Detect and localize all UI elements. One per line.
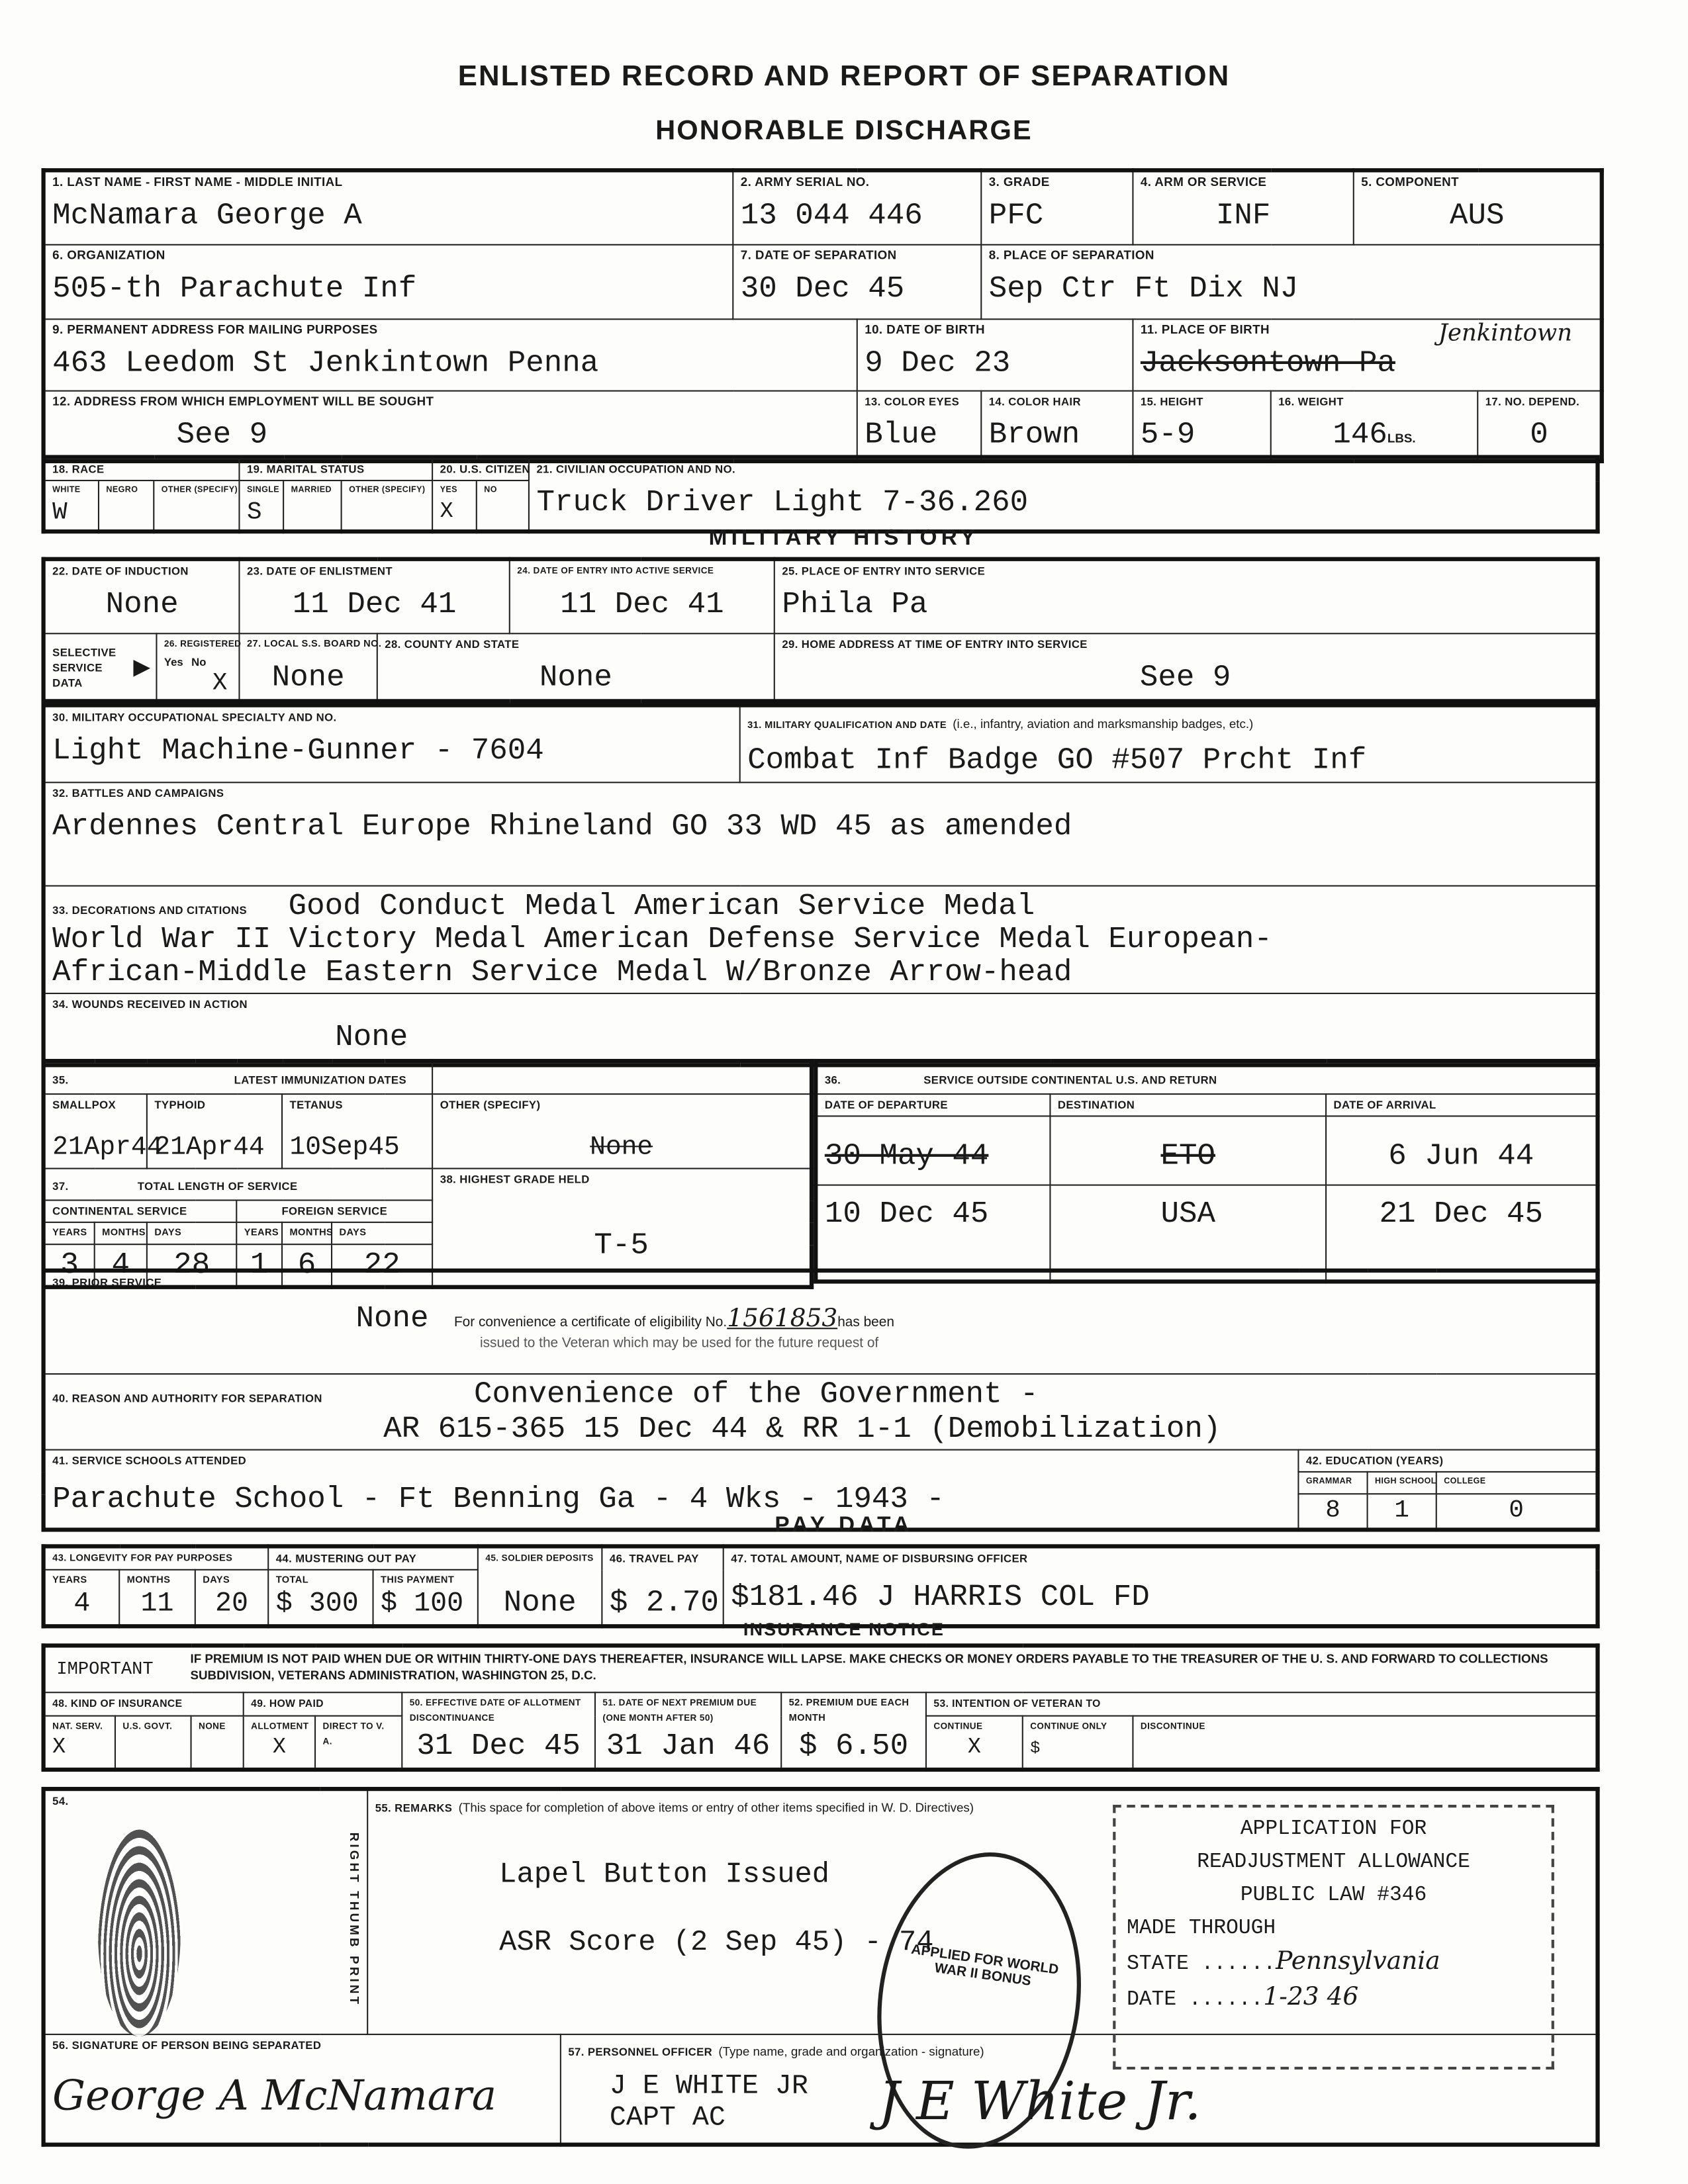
- citizen-yes: YES X: [432, 480, 477, 531]
- selective-service-data: SELECTIVE SERVICE DATA ▶: [44, 633, 157, 701]
- field-marital-status: 19. MARITAL STATUS: [240, 457, 433, 480]
- field-total-amount: 47. TOTAL AMOUNT, NAME OF DISBURSING OFFICER $181.46 J HARRIS COL FD: [724, 1546, 1598, 1626]
- officer-signature: J E White Jr.: [878, 2071, 1201, 2132]
- field-serial-no: 2. ARMY SERIAL NO. 13 044 446: [733, 170, 981, 244]
- other-immunization-cell: OTHER (SPECIFY) None: [432, 1094, 812, 1168]
- cont-days: 28: [147, 1244, 236, 1287]
- field-thumbprint: 54. RIGHT THUMB PRINT: [44, 1789, 368, 2034]
- field-height: 15. HEIGHT 5-9: [1133, 391, 1270, 461]
- paid-direct-va: DIRECT TO V. A.: [315, 1716, 402, 1770]
- field-place-separation: 8. PLACE OF SEPARATION Sep Ctr Ft Dix NJ: [981, 245, 1602, 319]
- field-premium-due: 52. PREMIUM DUE EACH MONTH $ 6.50: [781, 1692, 926, 1770]
- field-place-of-birth: 11. PLACE OF BIRTH Jenkintown Jacksontown Pa: [1133, 319, 1601, 390]
- section-pay-data: PAY DATA: [774, 1514, 914, 1537]
- smallpox-cell: SMALLPOX 21Apr44: [44, 1094, 147, 1168]
- insurance-important-notice: IMPORTANT IF PREMIUM IS NOT PAID WHEN DUE OR WITHIN THIRTY-ONE DAYS THEREAFTER, INSURANCE WILL LAPSE. MAKE CHECKS OR MONEY ORDERS PAYABLE TO THE TREASURER OF THE U. S. AND FORWARD TO COLLECTIONS SUBDIVISION, VETERANS ADMINISTRATION, WASHINGTON 25, D.C.: [44, 1645, 1598, 1692]
- race-status-table: [41, 455, 1599, 533]
- field-next-premium-date: 51. DATE OF NEXT PREMIUM DUE (ONE MONTH AFTER 50) 31 Jan 46: [595, 1692, 781, 1770]
- cont-years: 3: [44, 1244, 95, 1287]
- insurance-nat-serv: NAT. SERV. X: [44, 1716, 115, 1770]
- field-service-schools: 41. SERVICE SCHOOLS ATTENDED Parachute School - Ft Benning Ga - 4 Wks - 1943 -: [44, 1450, 1299, 1530]
- field-effective-date: 50. EFFECTIVE DATE OF ALLOTMENT DISCONTINUANCE 31 Dec 45: [402, 1692, 595, 1770]
- mos-table: [41, 703, 1599, 1067]
- length-service-header: 37. TOTAL LENGTH OF SERVICE: [44, 1169, 433, 1201]
- race-white: WHITE W: [44, 480, 99, 531]
- field-name: 1. LAST NAME - FIRST NAME - MIDDLE INITIAL McNamara George A: [44, 170, 733, 244]
- longevity-months: MONTHS 11: [119, 1570, 195, 1626]
- tetanus-cell: TETANUS 10Sep45: [282, 1094, 432, 1168]
- field-citizen: 20. U.S. CITIZEN: [432, 457, 529, 480]
- field-date-enlistment: 23. DATE OF ENLISTMENT 11 Dec 41: [239, 559, 509, 633]
- marital-single: SINGLE S: [240, 480, 284, 531]
- bonus-stamp: APPLIED FOR WORLD WAR II BONUS: [859, 1839, 1100, 2162]
- field-civilian-occupation: 21. CIVILIAN OCCUPATION AND NO. Truck Driver Light 7-36.260: [529, 457, 1597, 531]
- field-personnel-officer: 57. PERSONNEL OFFICER (Type name, grade and organization - signature) J E WHITE JR CAPT AC J E White Jr.: [561, 2034, 1598, 2145]
- field-date-active-service: 24. DATE OF ENTRY INTO ACTIVE SERVICE 11 Dec 41: [510, 559, 774, 633]
- typhoid-cell: TYPHOID 21Apr44: [147, 1094, 282, 1168]
- thumbprint-image: [98, 1830, 181, 2036]
- field-arm-service: 4. ARM OR SERVICE INF: [1133, 170, 1353, 244]
- document-title: ENLISTED RECORD AND REPORT OF SEPARATION: [457, 60, 1231, 93]
- intention-continue-only: CONTINUE ONLY $: [1023, 1716, 1133, 1770]
- field-component: 5. COMPONENT AUS: [1354, 170, 1602, 244]
- race-negro: NEGRO: [99, 480, 154, 531]
- cont-months: 4: [95, 1244, 147, 1287]
- field-wounds: 34. WOUNDS RECEIVED IN ACTION None: [44, 993, 1598, 1065]
- insurance-table: IMPORTANT IF PREMIUM IS NOT PAID WHEN DUE OR WITHIN THIRTY-ONE DAYS THEREAFTER, INSURANCE WILL LAPSE. MAKE CHECKS OR MONEY ORDERS PAYABLE TO THE TREASURER OF THE U. S. AND FORWARD TO COLLECTIONS SUBDIVISION, VETERANS ADMINISTRATION, WASHINGTON 25, D.C. 48. KIND OF INSURANCE 49. HOW PAID 50. EFFECTIVE DATE OF ALLOTMENT DISCONTINUANCE 31 Dec 45 51. DATE OF NEXT PREMIUM DUE (ONE MONTH AFTER 50) 31 Jan 46 52. PREMIUM DUE EACH MONTH $ 6.50 53. INTENTION OF VETERAN TO NAT. SERV. X U.S. GOVT. NONE ALLOTMENT X DIRECT TO V. A. CONTINUE X CONTINUE ONLY $ DISCONTINUE: [41, 1643, 1599, 1772]
- mustering-total: TOTAL $ 300: [268, 1570, 373, 1626]
- personal-info-table: [41, 168, 1603, 463]
- mustering-this-payment: THIS PAYMENT $ 100: [373, 1570, 478, 1626]
- section-insurance-notice: INSURANCE NOTICE: [743, 1618, 945, 1640]
- remarks-signature-table: [41, 1787, 1599, 2147]
- insurance-none: NONE: [191, 1716, 244, 1770]
- prior-service-table: 39. PRIOR SERVICE None For convenience a certificate of eligibility No.1561853has been issued to the Veteran which may be used for the future request of 40. REASON AND AUTHORITY FOR SEPARATION Convenience of the Government - AR 615-365 15 Dec 44 & RR 1-1 (Demobilization) 41. SERVICE SCHOOLS ATTENDED Parachute School - Ft Benning Ga - 4 Wks - 1943 - 42. EDUCATION (YEARS) GRAMMAR HIGH SCHOOL COLLEGE 8 1 0: [41, 1269, 1599, 1532]
- foreign-months: 6: [282, 1244, 332, 1287]
- service-outside-table: 36. SERVICE OUTSIDE CONTINENTAL U.S. AND RETURN DATE OF DEPARTURE DESTINATION DATE OF ARRIVAL 30 May 44 ETO 6 Jun 44 10 Dec 45 USA 21 Dec 45: [814, 1059, 1599, 1284]
- table-row: 30 May 44 ETO 6 Jun 44: [816, 1116, 1597, 1185]
- field-date-of-birth: 10. DATE OF BIRTH 9 Dec 23: [857, 319, 1133, 390]
- field-soldier-deposits: 45. SOLDIER DEPOSITS None: [478, 1546, 602, 1626]
- field-race: 18. RACE: [44, 457, 240, 480]
- field-qualification: 31. MILITARY QUALIFICATION AND DATE (i.e., infantry, aviation and marksmanship badges, etc.) Combat Inf Badge GO #507 Prcht Inf: [740, 705, 1598, 783]
- document-subtitle: HONORABLE DISCHARGE: [655, 115, 1033, 146]
- insurance-us-govt: U.S. GOVT.: [115, 1716, 191, 1770]
- field-date-induction: 22. DATE OF INDUCTION None: [44, 559, 240, 633]
- handwritten-correction: Jenkintown: [1438, 320, 1573, 347]
- intention-continue: CONTINUE X: [926, 1716, 1023, 1770]
- foreign-service-header: FOREIGN SERVICE: [236, 1201, 432, 1222]
- longevity-days: DAYS 20: [195, 1570, 268, 1626]
- pay-data-table: 43. LONGEVITY FOR PAY PURPOSES 44. MUSTERING OUT PAY 45. SOLDIER DEPOSITS None 46. TRAVEL PAY $ 2.70 47. TOTAL AMOUNT, NAME OF DISBURSING OFFICER $181.46 J HARRIS COL FD YEARS 4 MONTHS 11 DAYS 20 TOTAL $ 300 THIS PAYMENT $ 100: [41, 1544, 1599, 1628]
- education-high-school: 1: [1368, 1494, 1436, 1529]
- race-other: OTHER (SPECIFY): [154, 480, 239, 531]
- field-decorations: 33. DECORATIONS AND CITATIONS Good Conduct Medal American Service Medal World War II Victory Medal American Defense Service Medal European- African-Middle Eastern Service Medal W/Bronze Arrow-head: [44, 886, 1598, 993]
- immunization-header: 35. LATEST IMMUNIZATION DATES: [44, 1061, 433, 1094]
- field-grade: 3. GRADE PFC: [981, 170, 1133, 244]
- signature: George A McNamara: [52, 2072, 497, 2121]
- field-remarks: 55. REMARKS (This space for completion of above items or entry of other items specified in W. D. Directives) Lapel Button Issued ASR Score (2 Sep 45) - 74 APPLIED FOR WORLD WAR II BONUS APPLICATION FOR READJUSTMENT ALLOWANCE PUBLIC LAW #346 MADE THROUGH STATE ......Pennsylvania DATE ......1-23 46: [367, 1789, 1597, 2034]
- education-grammar: 8: [1298, 1494, 1367, 1529]
- field-color-eyes: 13. COLOR EYES Blue: [857, 391, 981, 461]
- field-prior-service: 39. PRIOR SERVICE None For convenience a certificate of eligibility No.1561853has been issued to the Veteran which may be used for the future request of: [44, 1271, 1598, 1374]
- field-dependents: 17. NO. DEPEND. 0: [1477, 391, 1602, 461]
- continental-service-header: CONTINENTAL SERVICE: [44, 1201, 237, 1222]
- longevity-years: YEARS 4: [44, 1570, 120, 1626]
- field-travel-pay: 46. TRAVEL PAY $ 2.70: [602, 1546, 723, 1626]
- field-battles: 32. BATTLES AND CAMPAIGNS Ardennes Central Europe Rhineland GO 33 WD 45 as amended: [44, 782, 1598, 886]
- field-color-hair: 14. COLOR HAIR Brown: [981, 391, 1133, 461]
- field-mos: 30. MILITARY OCCUPATIONAL SPECIALTY AND NO. Light Machine-Gunner - 7604: [44, 705, 740, 783]
- field-reason-separation: 40. REASON AND AUTHORITY FOR SEPARATION Convenience of the Government - AR 615-365 15 Dec 44 & RR 1-1 (Demobilization): [44, 1374, 1598, 1450]
- field-registered: 26. REGISTERED Yes No X: [156, 633, 239, 701]
- section-military-history: MILITARY HISTORY: [708, 526, 980, 551]
- field-county-state: 28. COUNTY AND STATE None: [377, 633, 774, 701]
- field-place-entry: 25. PLACE OF ENTRY INTO SERVICE Phila Pa: [774, 559, 1598, 633]
- field-permanent-address: 9. PERMANENT ADDRESS FOR MAILING PURPOSES 463 Leedom St Jenkintown Penna: [44, 319, 857, 390]
- arrow-right-icon: ▶: [133, 656, 151, 680]
- foreign-days: 22: [332, 1244, 432, 1287]
- field-employment-address: 12. ADDRESS FROM WHICH EMPLOYMENT WILL BE SOUGHT See 9: [44, 391, 857, 461]
- military-history-table: [41, 557, 1599, 704]
- readjustment-allowance-stamp: APPLICATION FOR READJUSTMENT ALLOWANCE PUBLIC LAW #346 MADE THROUGH STATE ......Pennsylvania DATE ......1-23 46: [1113, 1805, 1554, 2070]
- marital-other: OTHER (SPECIFY): [342, 480, 432, 531]
- table-row: 10 Dec 45 USA 21 Dec 45: [816, 1185, 1597, 1282]
- field-local-board: 27. LOCAL S.S. BOARD NO. None: [239, 633, 377, 701]
- field-highest-grade: 38. HIGHEST GRADE HELD T-5: [432, 1169, 812, 1287]
- field-organization: 6. ORGANIZATION 505-th Parachute Inf: [44, 245, 733, 319]
- education-college: 0: [1436, 1494, 1598, 1529]
- education-header: 42. EDUCATION (YEARS): [1298, 1450, 1597, 1472]
- paid-allotment: ALLOTMENT X: [244, 1716, 315, 1770]
- immunization-table: 35. LATEST IMMUNIZATION DATES SMALLPOX 21Apr44 TYPHOID 21Apr44 TETANUS 10Sep45 OTHER (SPECIFY) None 37. TOTAL LENGTH OF SERVICE 38. HIGHEST GRADE HELD T-5 CONTINENTAL SERVICE FOREIGN SERVICE YEARS MONTHS DAYS YEARS MONTHS DAYS 3 4 28 1 6 22: [41, 1059, 814, 1289]
- foreign-years: 1: [236, 1244, 282, 1287]
- field-home-address-entry: 29. HOME ADDRESS AT TIME OF ENTRY INTO SERVICE See 9: [774, 633, 1598, 701]
- field-date-separation: 7. DATE OF SEPARATION 30 Dec 45: [733, 245, 981, 319]
- marital-married: MARRIED: [283, 480, 341, 531]
- field-signature-separated: 56. SIGNATURE OF PERSON BEING SEPARATED George A McNamara: [44, 2034, 561, 2145]
- citizen-no: NO: [477, 480, 529, 531]
- intention-discontinue: DISCONTINUE: [1133, 1716, 1597, 1770]
- field-weight: 16. WEIGHT 146LBS.: [1271, 391, 1478, 461]
